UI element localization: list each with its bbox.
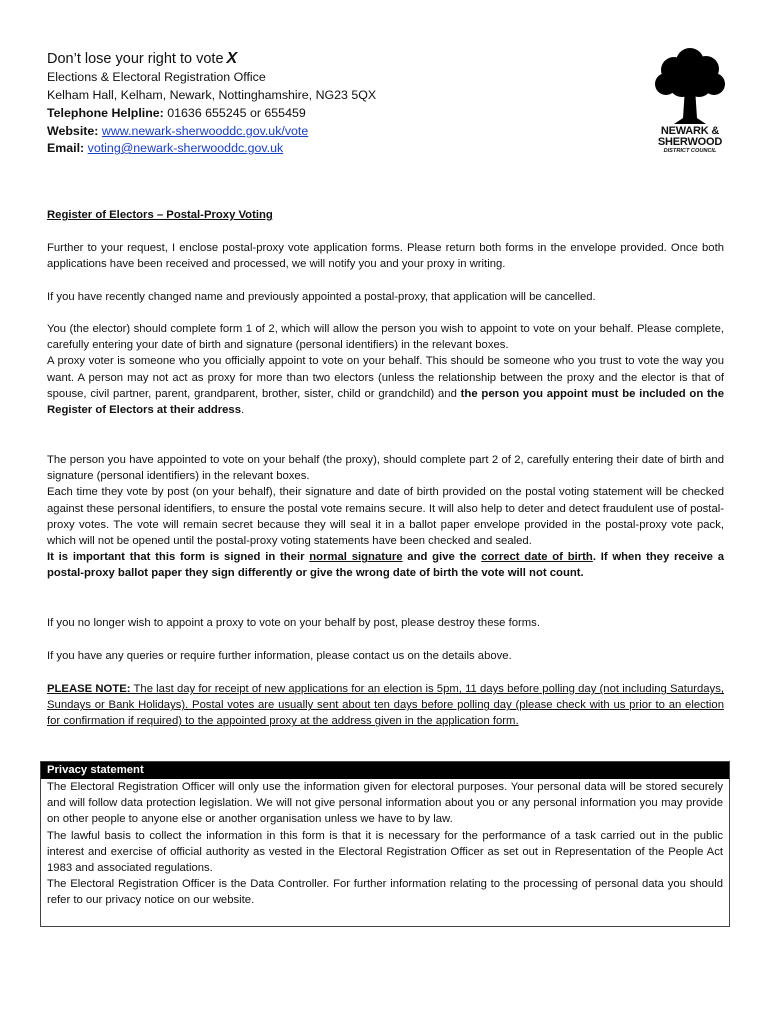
phone-line: [47, 106, 306, 121]
paragraph-proxy: [47, 452, 724, 582]
email-label: Email:: [47, 141, 85, 155]
phone-label: Telephone Helpline:: [47, 106, 164, 120]
important-text-a: It is important that this form is signed in their: [47, 551, 310, 564]
phone-value: 01636 655245 or 655459: [163, 106, 306, 120]
oak-tree-icon: [652, 44, 728, 126]
privacy-paragraph: The lawful basis to collect the information in this form is that it is necessary for the performance of a task carried out in the public interest and exercise of official authority as vested in the Electoral Registration Officer as set out in Representation of the People Act 1983 and associated regulations.: [47, 829, 723, 875]
office-address: Kelham Hall, Kelham, Newark, Nottinghamshire, NG23 5QX: [47, 88, 377, 102]
privacy-statement-body: [41, 779, 729, 909]
paragraph-text: If you no longer wish to appoint a proxy to vote on your behalf by post, please destroy these forms.: [47, 617, 540, 629]
logo-line-1: NEWARK &: [660, 125, 720, 137]
title-text: Don’t lose your right to vote: [47, 51, 224, 67]
paragraph-text: If you have any queries or require further information, please contact us on the details above.: [47, 650, 512, 662]
email-line: [47, 141, 283, 156]
important-underline-1: normal signature: [309, 551, 403, 564]
logo-line-2: SHERWOOD: [657, 136, 723, 148]
paragraph-destroy: [47, 615, 724, 631]
paragraph-bold: the person you appoint must be included on the Register of Electors at their address: [47, 387, 724, 417]
paragraph-text: The person you have appointed to vote on your behalf (the proxy), should complete part 2 of 2, carefully entering their date of birth and signature (personal identifiers) in the relevant boxes.: [47, 454, 724, 483]
paragraph-queries: [47, 648, 724, 664]
important-notice: [47, 549, 724, 581]
website-link[interactable]: www.newark-sherwooddc.gov.uk/vote: [101, 124, 309, 138]
paragraph-text: If you have recently changed name and previously appointed a postal-proxy, that application will be cancelled.: [47, 291, 596, 303]
privacy-paragraph: The Electoral Registration Officer is the Data Controller. For further information relating to the processing of personal data you should refer to our privacy notice on our website.: [47, 878, 723, 907]
office-name: Elections & Electoral Registration Office: [47, 70, 266, 84]
logo-line-3: DISTRICT COUNCIL: [663, 148, 717, 154]
important-text-b: and give the: [402, 551, 482, 564]
website-label: Website:: [47, 124, 99, 138]
paragraph-text: Each time they vote by post (on your behalf), their signature and date of birth provided on the postal voting statement will be checked against these personal identifiers, to ensure the postal vote remains secure. It will also help to deter and detect fraudulent use of postal-proxy votes. The vote will remain secret because they will seal it in a ballot paper envelope provided in the postal-proxy vote pack, which will not be opened until the postal-proxy voting statements have been checked and sealed.: [47, 486, 724, 548]
letter-heading: Register of Electors – Postal-Proxy Voting: [47, 209, 273, 221]
paragraph-proxy-definition: [47, 353, 724, 418]
council-logo: [652, 44, 728, 162]
please-note: [47, 681, 724, 730]
paragraph-request: [47, 240, 724, 272]
privacy-paragraph: The Electoral Registration Officer will only use the information given for electoral purposes. Your personal data will be stored securely and will follow data protection legislation. We will not give personal information about you or any personal information you may provide on other people to anyone else or another organisation unless we have to by law.: [47, 781, 723, 826]
paragraph-name-change: [47, 289, 724, 305]
important-underline-2: correct date of birth: [481, 551, 593, 564]
paragraph-end: .: [241, 404, 245, 417]
important-text-c: . If when they receive a postal-proxy ballot paper they sign differently or give the wrong date of birth the vote will not count.: [47, 551, 724, 580]
logo-text: [652, 126, 728, 155]
please-note-label: PLEASE NOTE:: [47, 683, 131, 695]
paragraph-text: A proxy voter is someone who you officially appoint to vote on your behalf. This should be someone who you trust to vote the way you want. A person may not act as proxy for more than two electors (unless the relationship between the proxy and the elector is that of spouse, civil partner, parent, grandparent, brother, sister, child or grandchild) and: [47, 355, 724, 400]
email-link[interactable]: voting@newark-sherwooddc.gov.uk: [87, 141, 284, 155]
website-line: [47, 124, 308, 139]
page-title: [47, 50, 237, 68]
title-mark: X: [226, 50, 238, 67]
please-note-body: The last day for receipt of new applications for an election is 5pm, 11 days before polling day (not including Saturdays, Sundays or Bank Holidays). Postal votes are usually sent about ten days before polling day (please check with us prior to an election for confirmation if required) to the appointed proxy at the address given in the application form.: [47, 683, 724, 728]
privacy-statement-title: Privacy statement: [41, 762, 729, 779]
paragraph-elector: [47, 321, 724, 418]
please-note-text: [47, 681, 724, 730]
paragraph-text: You (the elector) should complete form 1 of 2, which will allow the person you wish to appoint to vote on your behalf. Please complete, carefully entering your date of birth and signature (personal identifiers) in the relevant boxes.: [47, 323, 724, 352]
paragraph-text: Further to your request, I enclose postal-proxy vote application forms. Please return both forms in the envelope provided. Once both applications have been received and processed, we will notify you and your proxy in writing.: [47, 242, 724, 271]
privacy-statement-box: [40, 761, 730, 927]
